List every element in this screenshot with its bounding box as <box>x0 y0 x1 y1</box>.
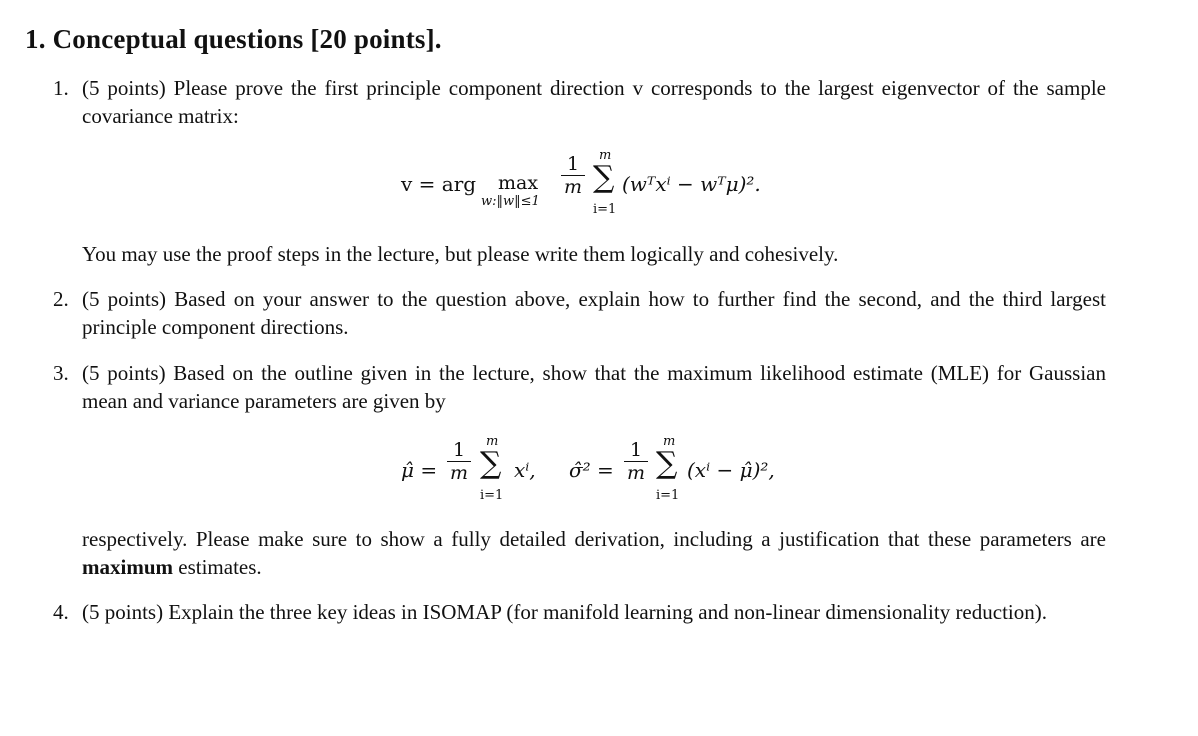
follow-up-bold: maximum <box>82 555 173 579</box>
summation-icon: ∑ <box>593 160 615 195</box>
equation-lhs: v = arg <box>401 172 477 196</box>
fraction-numerator: 1 <box>566 153 580 175</box>
variance-body: (xⁱ − μ̂)², <box>687 458 775 482</box>
fraction-numerator: 1 <box>629 439 643 461</box>
fraction-bar <box>447 461 471 462</box>
equation-constraint: w:‖w‖≤1 <box>481 194 540 209</box>
question-number: 3. <box>53 361 69 385</box>
fraction-numerator: 1 <box>452 439 466 461</box>
variance-lhs: σ̂² = <box>569 458 614 482</box>
question-number: 2. <box>53 287 69 311</box>
fraction-denominator: m <box>563 176 583 198</box>
question-text: (5 points) Please prove the first principle component direction v corresponds to the largest eigenvector of the sample covariance matrix: <box>82 76 1106 128</box>
summation-icon: ∑ <box>480 446 502 481</box>
equation-body: (wᵀxⁱ − wᵀμ)². <box>622 172 761 196</box>
question-follow-up-text <box>82 525 1106 581</box>
fraction-bar <box>624 461 648 462</box>
mean-sum-lower-limit: i=1 <box>480 488 504 503</box>
question-number: 4. <box>53 600 69 624</box>
equation-fraction <box>561 153 585 198</box>
question-number: 1. <box>53 76 69 100</box>
mean-fraction <box>447 439 471 484</box>
fraction-bar <box>561 175 585 176</box>
question-text: (5 points) Explain the three key ideas in ISOMAP (for manifold learning and non-linear dimensionality reduction). <box>82 600 1047 624</box>
variance-sum-upper-limit: m <box>663 434 676 449</box>
sum-lower-limit: i=1 <box>593 202 617 217</box>
summation-icon: ∑ <box>656 446 678 481</box>
variance-fraction <box>624 439 648 484</box>
mean-lhs: μ̂ = <box>401 458 438 482</box>
mean-sum-upper-limit: m <box>486 434 499 449</box>
variance-sum-lower-limit: i=1 <box>656 488 680 503</box>
follow-up-before: respectively. Please make sure to show a fully detailed derivation, including a justification that these parameters are <box>82 527 1106 551</box>
question-text: (5 points) Based on your answer to the question above, explain how to further find the second, and the third largest principle component directions. <box>82 287 1106 339</box>
section-title: 1. Conceptual questions [20 points]. <box>25 24 442 54</box>
question-follow-up-text: You may use the proof steps in the lecture, but please write them logically and cohesively. <box>82 242 839 266</box>
equation-operator: max <box>498 172 539 194</box>
mean-body: xⁱ, <box>514 458 536 482</box>
follow-up-after: estimates. <box>178 555 262 579</box>
fraction-denominator: m <box>449 462 469 484</box>
question-text: (5 points) Based on the outline given in the lecture, show that the maximum likelihood estimate (MLE) for Gaussian mean and variance parameters are given by <box>82 361 1106 413</box>
sum-upper-limit: m <box>599 148 612 163</box>
fraction-denominator: m <box>626 462 646 484</box>
